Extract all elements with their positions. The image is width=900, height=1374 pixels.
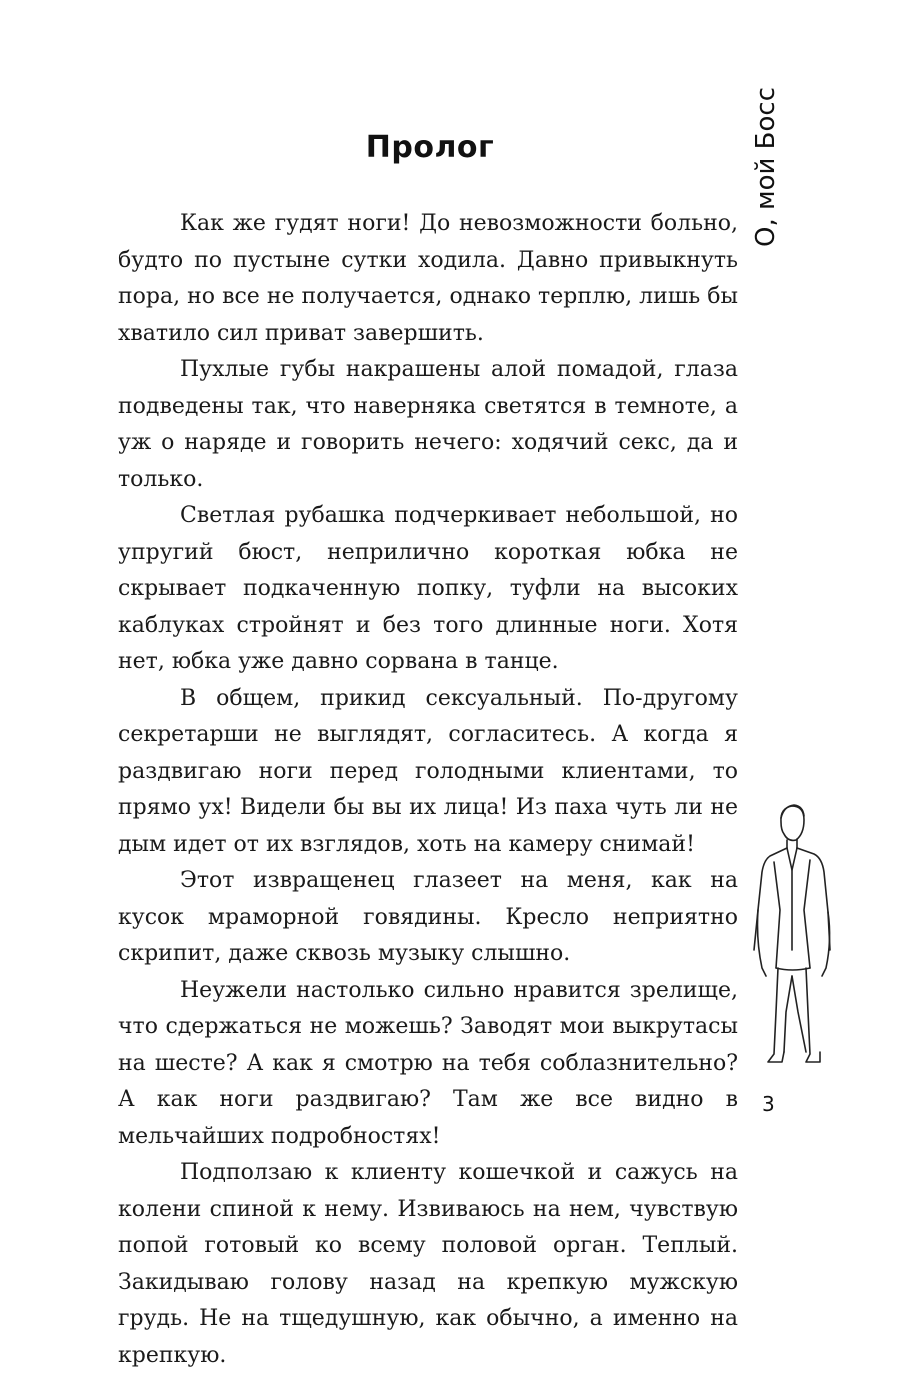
running-head [746, 86, 786, 248]
paragraph: Этот извращенец глазеет на меня, как на кусок мраморной говядины. Кресло неприятно скрипит, даже сквозь музыку слышно. [118, 868, 738, 966]
chapter-title: Пролог [365, 130, 495, 165]
paragraph: Пухлые губы накрашены алой помадой, глаза подведены так, что наверняка светятся в темноте, а уж о наряде и говорить нечего: ходячий секс, да и только. [118, 357, 738, 492]
paragraph: В общем, прикид сексуальный. По-другому секретарши не выглядят, согласитесь. А когда я раздвигаю ноги перед голодными клиентами, то прямо ух! Видели бы вы их лица! Из паха чуть ли не дым идет от их взглядов, хоть на камеру снимай! [118, 685, 738, 857]
standing-man-sketch-icon [740, 800, 840, 1072]
running-head-text: О, мой Босс [751, 86, 781, 248]
page-number: 3 [762, 1092, 775, 1116]
paragraph: Светлая рубашка подчеркивает небольшой, но упругий бюст, неприлично короткая юбка не скрывает подкаченную попку, туфли на высоких каблуках стройнят и без того длинные ноги. Хотя нет, юбка уже давно сорвана в танце. [118, 503, 738, 674]
paragraph: Подползаю к клиенту кошечкой и сажусь на колени спиной к нему. Извиваюсь на нем, чувствую попой готовый ко всему половой орган. Теплый. Закидываю голову назад на крепкую мужскую грудь. Не на тщедушную, как обычно, а именно на крепкую. [118, 1160, 738, 1368]
paragraph: Как же гудят ноги! До невозможности больно, будто по пустыне сутки ходила. Давно привыкнуть пора, но все не получается, однако терплю, лишь бы хватило сил приват завершить. [118, 211, 738, 346]
body-text [118, 206, 738, 1374]
paragraph: Неужели настолько сильно нравится зрелище, что сдержаться не можешь? Заводят мои выкрутасы на шесте? А как я смотрю на тебя соблазнительно? А как ноги раздвигаю? Там же все видно в мельчайших подробностях! [118, 977, 738, 1149]
